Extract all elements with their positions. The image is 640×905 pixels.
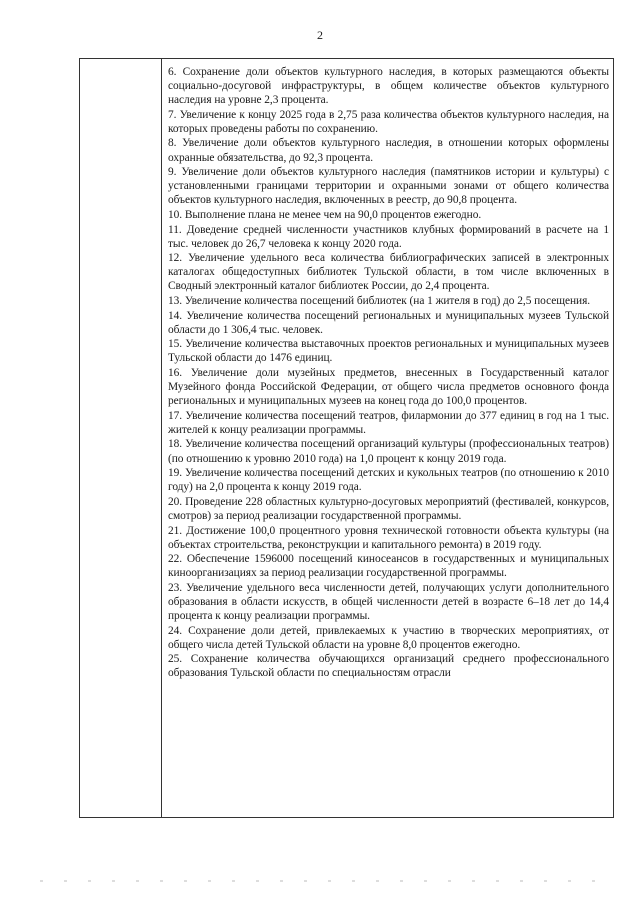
- table-left-column: [80, 59, 162, 817]
- list-item: 22. Обеспечение 1596000 посещений киносеансов в государственных и муниципальных киноорганизациях за период реализации государственной программы.: [168, 553, 609, 580]
- list-item: 17. Увеличение количества посещений театров, филармонии до 377 единиц в год на 1 тыс. жителей к концу реализации программы.: [168, 409, 609, 436]
- list-item: 19. Увеличение количества посещений детских и кукольных театров (по отношению к 2010 году) на 2,0 процента к концу 2019 года.: [168, 467, 609, 494]
- list-item: 10. Выполнение плана не менее чем на 90,0 процентов ежегодно.: [168, 208, 482, 221]
- list-item: 12. Увеличение удельного веса количества библиографических записей в электронных каталогах общедоступных библиотек Тульской области, в том числе включенных в Сводный электронный каталог библиотек России, до 2,4 процента.: [168, 252, 609, 293]
- list-item: 20. Проведение 228 областных культурно-досуговых мероприятий (фестивалей, конкурсов, смотров) за период реализации государственной программы.: [168, 495, 609, 522]
- list-item: 9. Увеличение доли объектов культурного наследия (памятников истории и культуры) с установленными границами территории и охранными зонами от общего количества объектов культурного наследия, включенных в реестр, до 90,8 процента.: [168, 166, 609, 207]
- list-item: 11. Доведение средней численности участников клубных формирований в расчете на 1 тыс. человек до 26,7 человека к концу 2020 года.: [168, 223, 609, 250]
- list-item: 7. Увеличение к концу 2025 года в 2,75 раза количества объектов культурного наследия, на которых проведены работы по сохранению.: [168, 108, 609, 135]
- scan-footer-noise: [40, 880, 600, 882]
- list-item: 18. Увеличение количества посещений организаций культуры (профессиональных театров) (по отношению к уровню 2010 года) на 1,0 процент к концу 2019 года.: [168, 438, 609, 465]
- page-number: 2: [317, 28, 323, 42]
- list-item: 16. Увеличение доли музейных предметов, внесенных в Государственный каталог Музейного фонда Российской Федерации, от общего числа предметов основного фонда региональных и муниципальных музеев на конец года до 100,0 процентов.: [168, 366, 609, 408]
- document-table: [79, 58, 614, 818]
- list-item: 15. Увеличение количества выставочных проектов региональных и муниципальных музеев Тульской области до 1476 единиц.: [168, 338, 609, 365]
- list-item: 24. Сохранение доли детей, привлекаемых к участию в творческих мероприятиях, от общего числа детей Тульской области на уровне 8,0 процентов ежегодно.: [168, 624, 609, 651]
- list-item: 25. Сохранение количества обучающихся организаций среднего профессионального образования Тульской области по специальностям отрасли: [168, 653, 609, 680]
- table-right-column: [164, 59, 613, 817]
- list-item: 13. Увеличение количества посещений библиотек (на 1 жителя в год) до 2,5 посещения.: [168, 295, 591, 307]
- list-item: 6. Сохранение доли объектов культурного наследия, в которых размещаются объекты социально-досуговой инфраструктуры, в общем количестве объектов культурного наследия на уровне 2,3 процента.: [168, 66, 609, 107]
- list-item: 21. Достижение 100,0 процентного уровня технической готовности объекта культуры (на объектах строительства, реконструкции и капитального ремонта) в 2019 году.: [168, 524, 609, 551]
- list-item: 23. Увеличение удельного веса численности детей, получающих услуги дополнительного образования в области искусств, в общей численности детей в возрасте 6–18 лет до 14,4 процента к концу реализации программы.: [168, 581, 609, 623]
- list-item: 14. Увеличение количества посещений региональных и муниципальных музеев Тульской области до 1 306,4 тыс. человек.: [168, 309, 609, 336]
- list-item: 8. Увеличение доли объектов культурного наследия, в отношении которых оформлены охранные обязательства, до 92,3 процента.: [168, 137, 609, 164]
